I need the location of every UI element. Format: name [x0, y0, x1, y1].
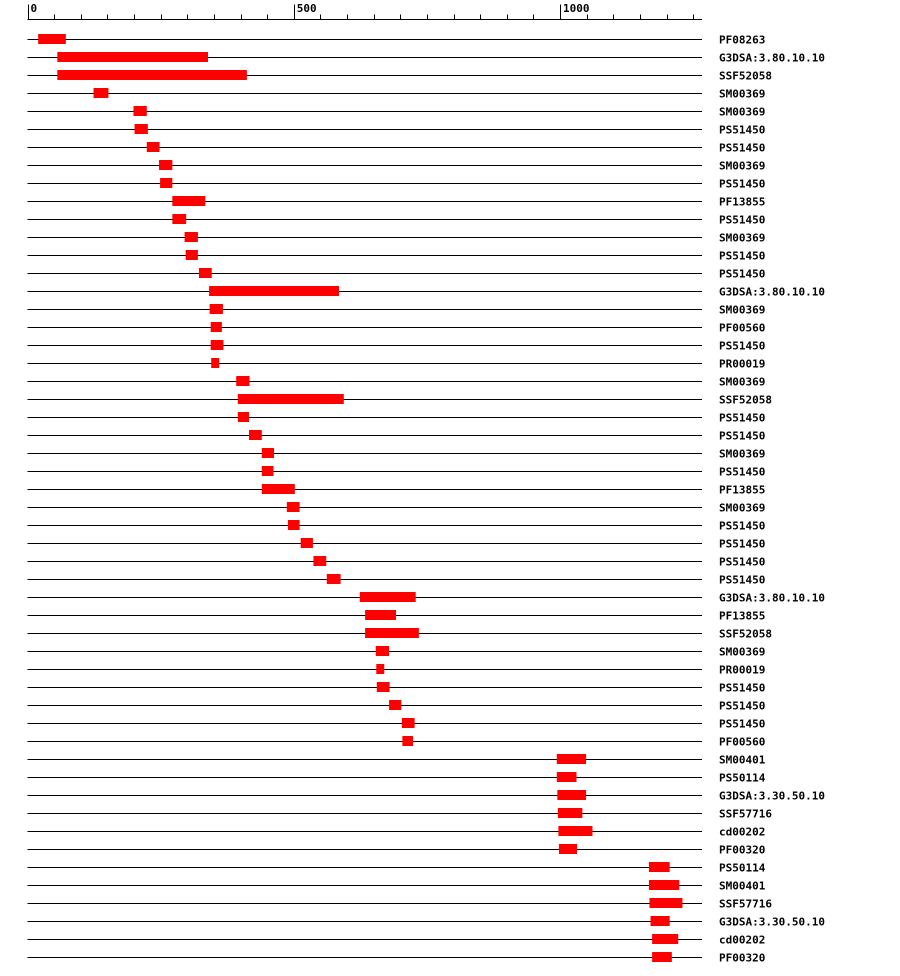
feature-label: PS51450 — [719, 681, 766, 695]
feature-domain-bar — [651, 916, 670, 926]
feature-label: PF00560 — [719, 735, 766, 749]
feature-domain-bar — [376, 664, 384, 674]
feature-label: SM00369 — [719, 159, 766, 173]
feature-domain-bar — [238, 394, 344, 404]
feature-domain-bar — [249, 430, 262, 440]
feature-domain-bar — [389, 700, 401, 710]
feature-label: PF00560 — [719, 321, 766, 335]
feature-label: G3DSA:3.80.10.10 — [719, 285, 825, 299]
feature-label: PS51450 — [719, 411, 766, 425]
feature-domain-bar — [199, 268, 212, 278]
feature-label: PS50114 — [719, 771, 766, 785]
feature-domain-bar — [262, 466, 274, 476]
feature-domain-bar — [185, 232, 198, 242]
feature-label: SM00369 — [719, 447, 766, 461]
feature-label: PF13855 — [719, 609, 766, 623]
axis-tick-label: 1000 — [563, 2, 590, 15]
feature-label: cd00202 — [719, 933, 766, 947]
feature-domain-bar — [557, 772, 577, 782]
feature-domain-bar — [649, 898, 682, 908]
feature-domain-bar — [209, 286, 339, 296]
feature-domain-bar — [652, 934, 678, 944]
feature-label: PF08263 — [719, 33, 766, 47]
feature-label: PS51450 — [719, 519, 766, 533]
feature-domain-bar — [559, 844, 577, 854]
feature-label: PR00019 — [719, 663, 766, 677]
feature-domain-bar — [557, 754, 586, 764]
feature-domain-bar — [376, 646, 389, 656]
feature-domain-bar — [377, 682, 390, 692]
feature-domain-bar — [402, 736, 413, 746]
feature-label: SSF52058 — [719, 393, 772, 407]
feature-label: SM00369 — [719, 105, 766, 119]
feature-domain-bar — [211, 340, 224, 350]
feature-domain-bar — [558, 808, 582, 818]
feature-label: PF13855 — [719, 483, 766, 497]
feature-label: SSF57716 — [719, 897, 772, 911]
feature-label: PS51450 — [719, 429, 766, 443]
feature-label: SM00401 — [719, 753, 766, 767]
feature-domain-bar — [327, 574, 341, 584]
feature-domain-bar — [211, 322, 222, 332]
feature-label: SSF57716 — [719, 807, 772, 821]
feature-domain-bar — [236, 376, 249, 386]
feature-domain-bar — [186, 250, 198, 260]
feature-domain-bar — [360, 592, 416, 602]
feature-label: PF13855 — [719, 195, 766, 209]
feature-label: PR00019 — [719, 357, 766, 371]
feature-label: PS51450 — [719, 339, 766, 353]
feature-domain-bar — [159, 160, 172, 170]
feature-domain-bar — [557, 790, 586, 800]
feature-domain-bar — [133, 106, 146, 116]
feature-domain-bar — [649, 862, 670, 872]
feature-domain-bar — [57, 70, 247, 80]
feature-label: PS50114 — [719, 861, 766, 875]
feature-domain-bar — [649, 880, 679, 890]
feature-label: cd00202 — [719, 825, 766, 839]
feature-domain-bar — [94, 88, 109, 98]
feature-domain-bar — [38, 34, 66, 44]
feature-domain-bar — [172, 196, 205, 206]
feature-label: SM00369 — [719, 501, 766, 515]
feature-domain-bar — [288, 520, 300, 530]
axis-tick-label: 500 — [296, 2, 317, 15]
feature-label: PS51450 — [719, 537, 766, 551]
feature-domain-bar — [262, 448, 274, 458]
feature-label: PF00320 — [719, 951, 766, 965]
feature-label: PS51450 — [719, 141, 766, 155]
feature-domain-bar — [57, 52, 208, 62]
feature-domain-bar — [365, 628, 419, 638]
feature-label: SSF52058 — [719, 627, 772, 641]
feature-label: SM00369 — [719, 645, 766, 659]
feature-domain-bar — [301, 538, 313, 548]
feature-domain-bar — [402, 718, 415, 728]
feature-label: PS51450 — [719, 573, 766, 587]
feature-label: PS51450 — [719, 555, 766, 569]
feature-label: PS51450 — [719, 177, 766, 191]
axis-tick-label: 0 — [30, 2, 38, 15]
feature-domain-bar — [160, 178, 172, 188]
feature-domain-bar — [172, 214, 186, 224]
feature-domain-bar — [211, 358, 219, 368]
feature-domain-bar — [287, 502, 300, 512]
feature-label: SM00369 — [719, 375, 766, 389]
feature-label: G3DSA:3.30.50.10 — [719, 915, 825, 929]
feature-label: SM00369 — [719, 303, 766, 317]
feature-label: PS51450 — [719, 213, 766, 227]
feature-label: PS51450 — [719, 465, 766, 479]
feature-label: PS51450 — [719, 717, 766, 731]
feature-label: SSF52058 — [719, 69, 772, 83]
feature-domain-bar — [365, 610, 396, 620]
feature-label: PS51450 — [719, 267, 766, 281]
feature-label: PS51450 — [719, 699, 766, 713]
feature-label: SM00401 — [719, 879, 766, 893]
feature-label: SM00369 — [719, 231, 766, 245]
feature-label: SM00369 — [719, 87, 766, 101]
feature-label: G3DSA:3.30.50.10 — [719, 789, 825, 803]
feature-label: G3DSA:3.80.10.10 — [719, 51, 825, 65]
feature-label: PS51450 — [719, 123, 766, 137]
feature-domain-bar — [262, 484, 295, 494]
feature-label: PF00320 — [719, 843, 766, 857]
feature-domain-bar — [238, 412, 249, 422]
feature-domain-bar — [147, 142, 160, 152]
feature-domain-bar — [135, 124, 148, 134]
feature-domain-bar — [558, 826, 592, 836]
feature-domain-bar — [313, 556, 326, 566]
feature-domain-bar — [210, 304, 223, 314]
feature-domain-bar — [652, 952, 672, 962]
feature-label: PS51450 — [719, 249, 766, 263]
feature-label: G3DSA:3.80.10.10 — [719, 591, 825, 605]
